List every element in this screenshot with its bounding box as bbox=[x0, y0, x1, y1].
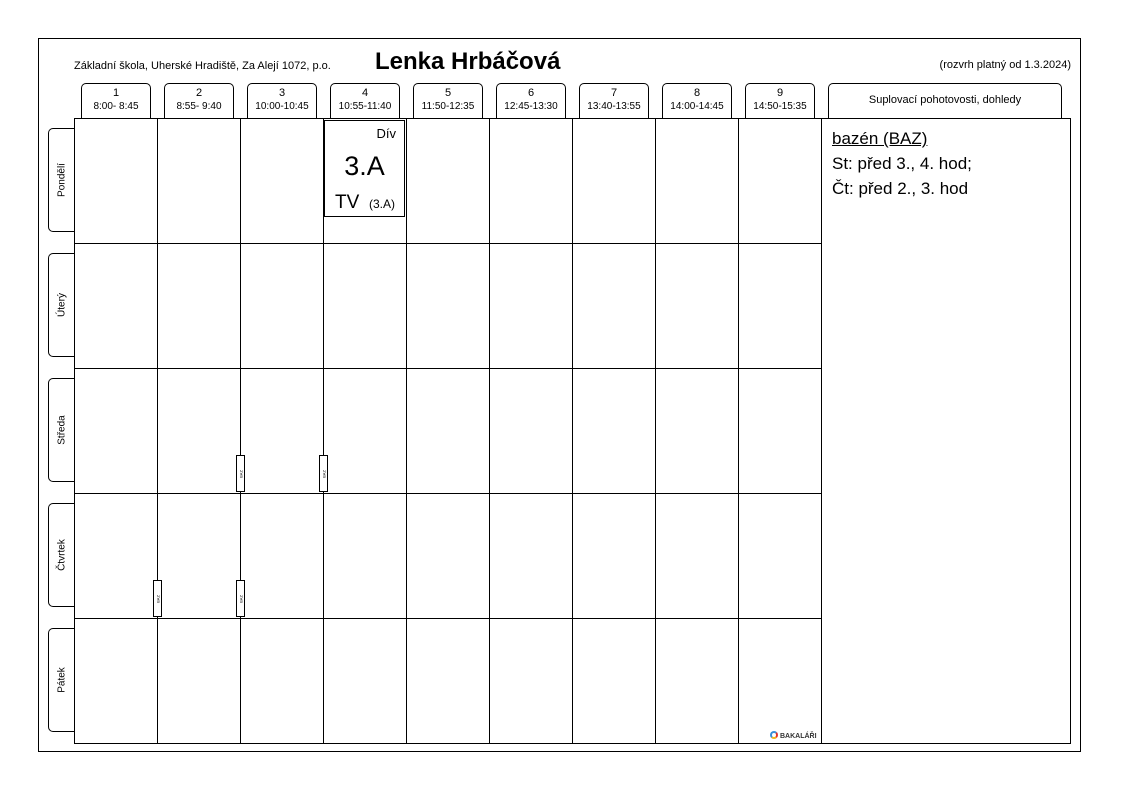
logo-text: BAKALÁŘI bbox=[780, 733, 817, 740]
period-tab-9 bbox=[745, 83, 815, 118]
lesson-room: Dív bbox=[376, 126, 396, 141]
period-time: 11:50-12:35 bbox=[421, 101, 475, 112]
duty-label: BAZ bbox=[238, 469, 243, 478]
period-number: 4 bbox=[361, 87, 369, 99]
period-number: 1 bbox=[112, 87, 120, 99]
period-time: 8:00- 8:45 bbox=[93, 101, 139, 112]
period-time: 12:45-13:30 bbox=[504, 101, 558, 112]
grid-column-line bbox=[489, 119, 490, 743]
day-tab-tuesday bbox=[48, 253, 74, 357]
day-label: Úterý bbox=[56, 293, 67, 317]
grid-column-line bbox=[821, 119, 822, 743]
day-label: Pátek bbox=[56, 667, 67, 693]
duty-marker[interactable] bbox=[153, 580, 162, 617]
period-tab-8 bbox=[662, 83, 732, 118]
day-label: Středa bbox=[56, 415, 67, 445]
lesson-subject: TV bbox=[335, 192, 360, 213]
period-number: 5 bbox=[444, 87, 452, 99]
duty-marker[interactable] bbox=[236, 580, 245, 617]
period-tab-1 bbox=[81, 83, 151, 118]
lesson-group: (3.A) bbox=[369, 197, 396, 211]
lesson-card[interactable] bbox=[324, 120, 405, 217]
timetable-validity: (rozvrh platný od 1.3.2024) bbox=[939, 59, 1071, 71]
grid-row-line bbox=[75, 618, 822, 619]
grid-column-line bbox=[572, 119, 573, 743]
grid-column-line bbox=[157, 119, 158, 743]
duty-marker[interactable] bbox=[236, 455, 245, 492]
period-tab-5 bbox=[413, 83, 483, 118]
supervision-info bbox=[832, 126, 972, 201]
duty-marker[interactable] bbox=[319, 455, 328, 492]
day-tab-thursday bbox=[48, 503, 74, 607]
day-label: Čtvrtek bbox=[56, 539, 67, 571]
period-number: 8 bbox=[693, 87, 701, 99]
grid-row-line bbox=[75, 493, 822, 494]
period-tab-4 bbox=[330, 83, 400, 118]
duty-label: BAZ bbox=[321, 469, 326, 478]
grid-column-line bbox=[240, 119, 241, 743]
school-name: Základní škola, Uherské Hradiště, Za Alejí 1072, p.o. bbox=[74, 60, 331, 72]
supervision-line: St: před 3., 4. hod; bbox=[832, 154, 972, 173]
grid-row-line bbox=[75, 243, 822, 244]
bakalari-logo bbox=[770, 731, 817, 740]
duty-label: BAZ bbox=[155, 594, 160, 603]
period-tab-7 bbox=[579, 83, 649, 118]
grid-row-line bbox=[75, 368, 822, 369]
period-time: 10:00-10:45 bbox=[255, 101, 309, 112]
timetable-grid bbox=[74, 118, 1071, 744]
supervision-header: Suplovací pohotovosti, dohledy bbox=[828, 83, 1062, 118]
teacher-name: Lenka Hrbáčová bbox=[375, 48, 561, 75]
period-time: 14:50-15:35 bbox=[753, 101, 807, 112]
grid-column-line bbox=[738, 119, 739, 743]
period-time: 14:00-14:45 bbox=[670, 101, 724, 112]
period-time: 10:55-11:40 bbox=[338, 101, 392, 112]
period-number: 7 bbox=[610, 87, 618, 99]
bakalari-logo-icon bbox=[770, 731, 778, 739]
supervision-title: bazén (BAZ) bbox=[832, 129, 928, 148]
period-time: 13:40-13:55 bbox=[587, 101, 641, 112]
period-tab-3 bbox=[247, 83, 317, 118]
period-tab-6 bbox=[496, 83, 566, 118]
period-number: 6 bbox=[527, 87, 535, 99]
grid-column-line bbox=[406, 119, 407, 743]
lesson-class: 3.A bbox=[344, 151, 385, 181]
day-tab-wednesday bbox=[48, 378, 74, 482]
period-number: 9 bbox=[776, 87, 784, 99]
day-label: Pondělí bbox=[56, 163, 67, 197]
period-number: 2 bbox=[195, 87, 203, 99]
grid-column-line bbox=[655, 119, 656, 743]
period-time: 8:55- 9:40 bbox=[176, 101, 222, 112]
duty-label: BAZ bbox=[238, 594, 243, 603]
day-tab-monday bbox=[48, 128, 74, 232]
supervision-line: Čt: před 2., 3. hod bbox=[832, 179, 969, 198]
period-number: 3 bbox=[278, 87, 286, 99]
period-tab-2 bbox=[164, 83, 234, 118]
day-tab-friday bbox=[48, 628, 74, 732]
